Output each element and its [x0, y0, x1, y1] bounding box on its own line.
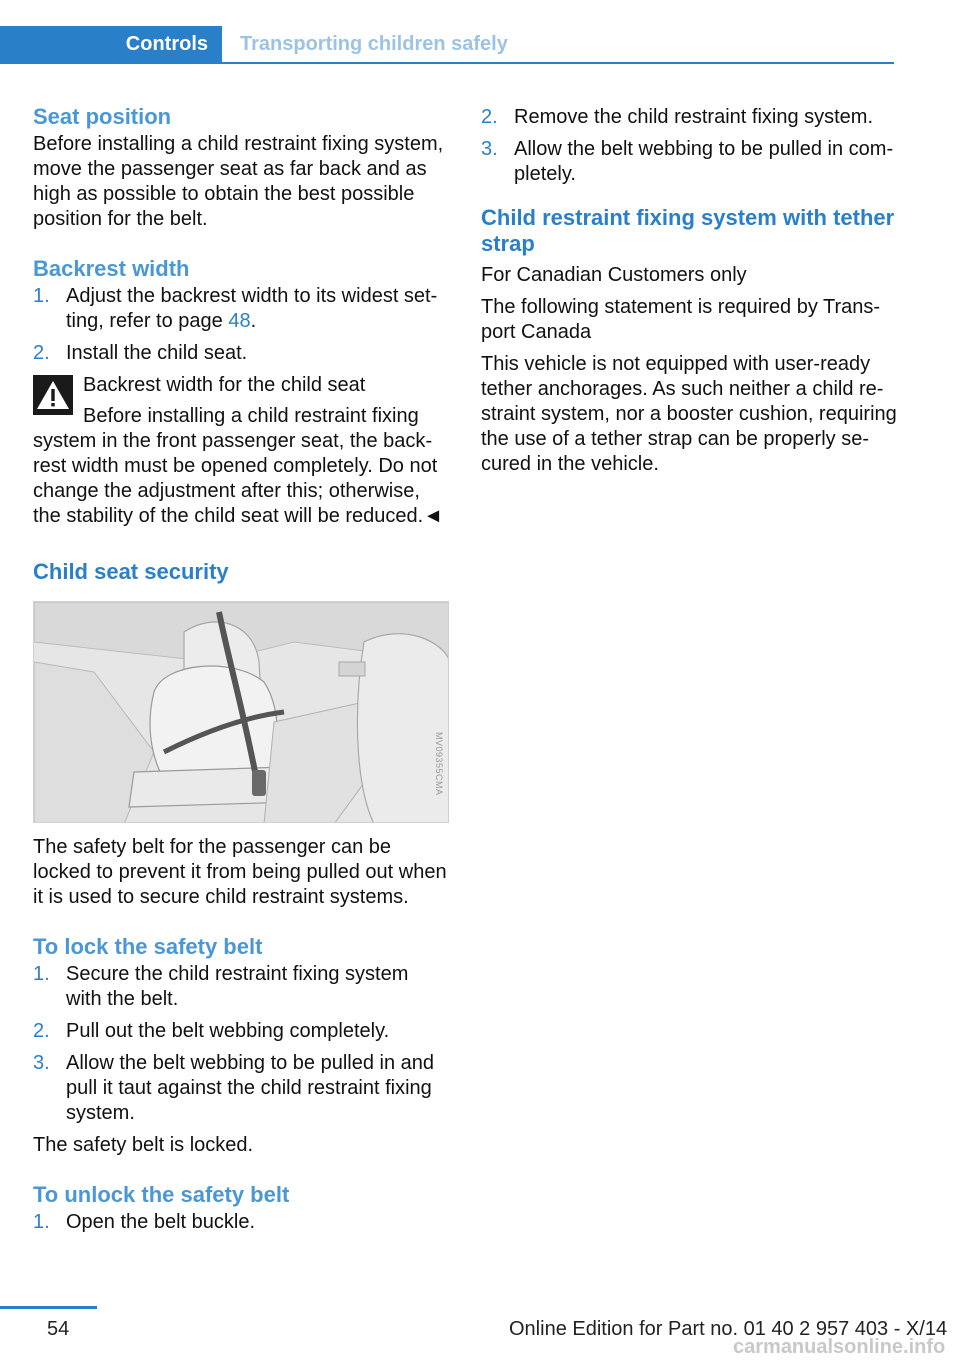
list-number: 2. [33, 342, 50, 364]
list-item [481, 137, 897, 187]
unlock-belt-list-continued [481, 105, 897, 187]
list-item [33, 1019, 449, 1044]
page-link-48[interactable]: 48 [228, 310, 251, 332]
footer-accent-line [0, 1306, 97, 1309]
heading-child-seat-security: Child seat security [33, 559, 229, 584]
heading-lock-safety-belt: To lock the safety belt [33, 934, 263, 959]
seat-position-text: Before installing a child restraint fixing system, move the passenger seat as far back and as high as possible to obtain the best possible position for the belt. [33, 133, 444, 230]
heading-seat-position: Seat position [33, 104, 172, 129]
warning-note [33, 373, 449, 529]
belt-locked-text: The safety belt is locked. [33, 1134, 254, 1156]
list-item [33, 284, 449, 334]
header-chapter-title: Transporting children safely [240, 32, 508, 55]
list-text: Secure the child restraint fixing system with the belt. [66, 963, 409, 1010]
list-text: Allow the belt webbing to be pulled in completely. [514, 138, 894, 185]
tether-text-vehicle: This vehicle is not equipped with user-ready tether anchorages. As such neither a child restraint system, nor a booster cushion, requiring the use of a tether strap can be properly secured in the vehicle. [481, 353, 897, 475]
lock-belt-list [33, 962, 449, 1126]
list-item [481, 105, 897, 130]
list-text: Install the child seat. [66, 342, 248, 364]
list-text: Adjust the backrest width to its widest setting, refer to page [66, 285, 438, 332]
list-item [33, 1051, 449, 1126]
list-text: Allow the belt webbing to be pulled in and pull it taut against the child restraint fixing system. [66, 1052, 435, 1124]
list-number: 1. [33, 285, 50, 307]
page-header [0, 26, 894, 64]
child-seat-illustration [33, 601, 449, 823]
image-code: MV09355CMA [434, 732, 444, 796]
list-number: 3. [33, 1052, 50, 1074]
car-interior-child-seat-image [34, 602, 449, 823]
watermark: carmanualsonline.info [733, 1336, 946, 1358]
list-text: Open the belt buckle. [66, 1211, 256, 1233]
list-item [33, 962, 449, 1012]
tether-text-statement: The following statement is required by Transport Canada [481, 296, 881, 343]
list-item [33, 341, 449, 366]
list-number: 1. [33, 1211, 50, 1233]
warning-title: Backrest width for the child seat [83, 374, 366, 396]
list-text-end: . [250, 310, 257, 332]
header-section-tab[interactable]: Controls [0, 26, 222, 62]
heading-unlock-safety-belt: To unlock the safety belt [33, 1182, 290, 1207]
tether-text-canadian: For Canadian Customers only [481, 264, 747, 286]
backrest-width-list [33, 284, 449, 366]
warning-text: Before installing a child restraint fixing system in the front passenger seat, the backrest width must be opened completely. Do not change the adjustment after this; otherwise, the stability of the child seat will be reduced.◄ [33, 405, 444, 527]
list-number: 2. [33, 1020, 50, 1042]
list-text: Pull out the belt webbing completely. [66, 1020, 390, 1042]
footer-edition: Online Edition for Part no. 01 40 2 957 403 - X/14 [509, 1318, 948, 1340]
list-number: 2. [481, 106, 498, 128]
unlock-belt-list [33, 1210, 449, 1235]
list-number: 3. [481, 138, 498, 160]
left-column [33, 100, 449, 1242]
heading-backrest-width: Backrest width [33, 256, 190, 281]
child-seat-security-text: The safety belt for the passenger can be locked to prevent it from being pulled out when it is used to secure child restraint systems. [33, 836, 447, 908]
list-text: Remove the child restraint fixing system. [514, 106, 874, 128]
list-number: 1. [33, 963, 50, 985]
right-column [481, 100, 897, 477]
heading-tether-strap: Child restraint fixing system with tether strap [481, 205, 895, 256]
page-number: 54 [47, 1318, 70, 1340]
list-item [33, 1210, 449, 1235]
warning-triangle-icon [33, 375, 73, 415]
